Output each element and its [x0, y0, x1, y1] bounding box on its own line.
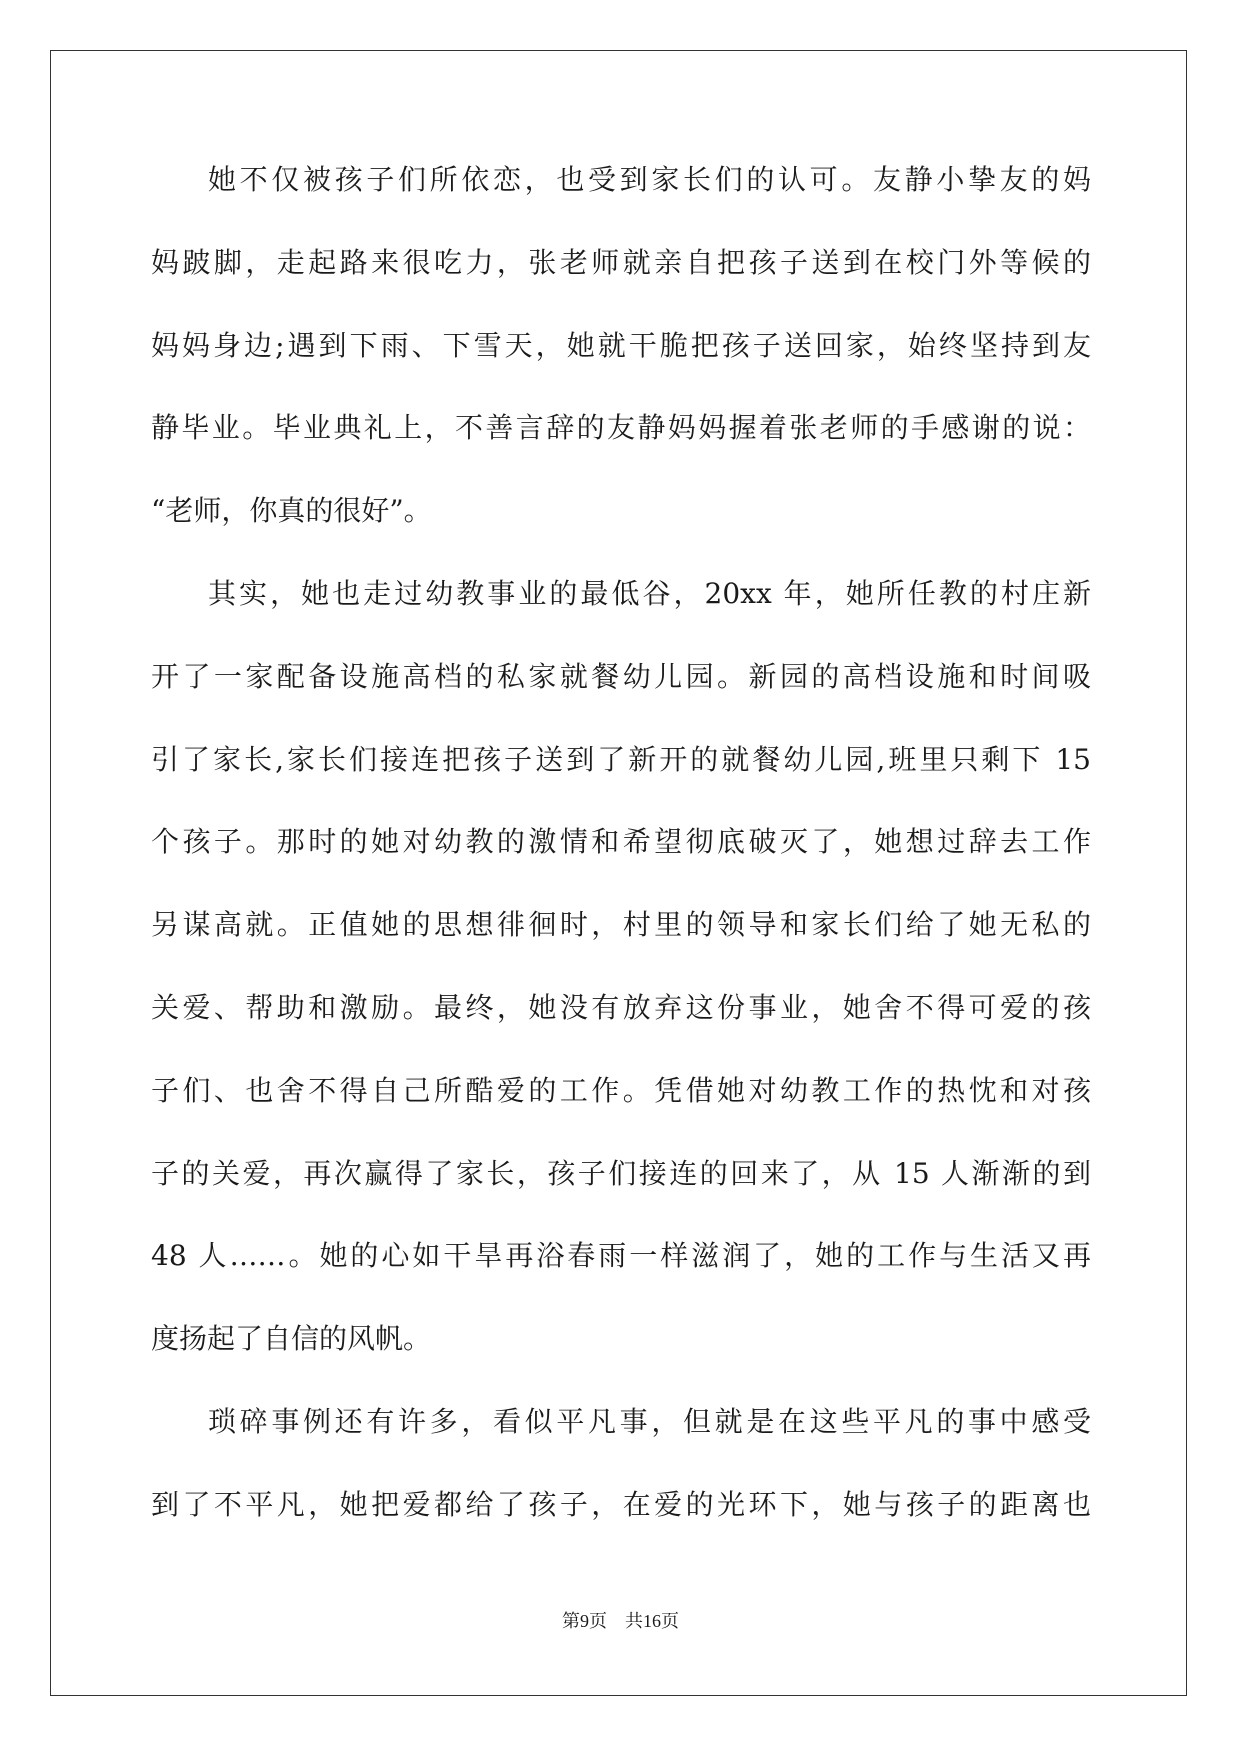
paragraph — [151, 162, 1091, 529]
text-line: 妈妈身边;遇到下雨、下雪天，她就干脆把孩子送回家，始终坚持到友 — [151, 328, 1091, 362]
text-line: 度扬起了自信的风帆。 — [151, 1322, 432, 1356]
text-line: 子们、也舍不得自己所酷爱的工作。凭借她对幼教工作的热忱和对孩 — [151, 1073, 1091, 1107]
paragraph — [151, 576, 1091, 1357]
text-line: 其实，她也走过幼教事业的最低谷，20xx 年，她所任教的村庄新 — [208, 576, 1091, 610]
paragraph — [151, 1404, 1091, 1523]
text-line: 个孩子。那时的她对幼教的激情和希望彻底破灭了，她想过辞去工作 — [151, 825, 1091, 859]
text-line: 引了家长,家长们接连把孩子送到了新开的就餐幼儿园,班里只剩下 15 — [151, 742, 1091, 776]
page-number-footer: 第9页 共16页 — [562, 1611, 679, 1631]
text-line: 到了不平凡，她把爱都给了孩子，在爱的光环下，她与孩子的距离也 — [151, 1487, 1091, 1521]
text-line: 开了一家配备设施高档的私家就餐幼儿园。新园的高档设施和时间吸 — [151, 659, 1091, 693]
text-line: 关爱、帮助和激励。最终，她没有放弃这份事业，她舍不得可爱的孩 — [151, 990, 1091, 1024]
text-line: “老师，你真的很好”。 — [151, 494, 432, 528]
text-line: 子的关爱，再次赢得了家长，孩子们接连的回来了，从 15 人渐渐的到 — [151, 1156, 1091, 1190]
document-body — [151, 162, 1091, 1570]
text-line: 她不仅被孩子们所依恋，也受到家长们的认可。友静小挚友的妈 — [208, 163, 1091, 196]
text-line: 琐碎事例还有许多，看似平凡事，但就是在这些平凡的事中感受 — [208, 1404, 1091, 1438]
text-line: 48 人……。她的心如干旱再浴春雨一样滋润了，她的工作与生活又再 — [151, 1239, 1091, 1273]
text-line: 另谋高就。正值她的思想徘徊时，村里的领导和家长们给了她无私的 — [151, 908, 1091, 942]
text-line: 妈跛脚，走起路来很吃力，张老师就亲自把孩子送到在校门外等候的 — [151, 245, 1091, 279]
text-line: 静毕业。毕业典礼上，不善言辞的友静妈妈握着张老师的手感谢的说： — [151, 411, 1091, 445]
